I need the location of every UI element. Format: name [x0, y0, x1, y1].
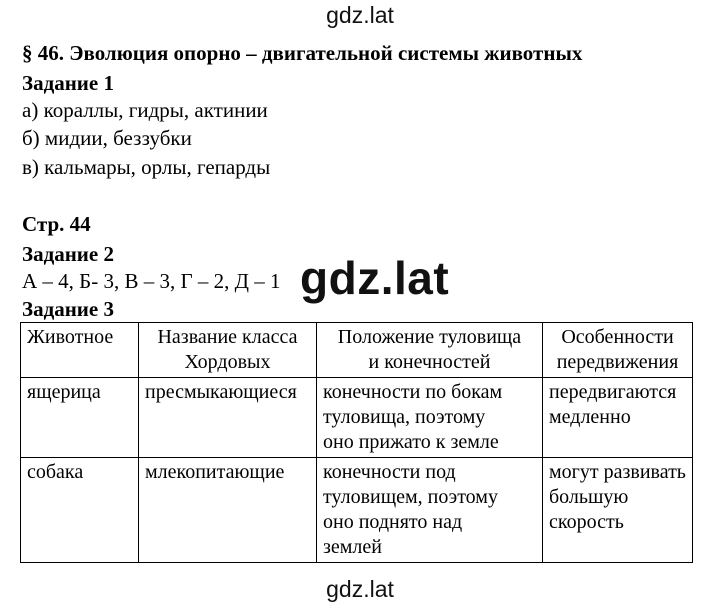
- table-cell: конечности по бокам туловища, поэтому оно прижато к земле: [317, 378, 543, 458]
- task1-line-b: б) мидии, беззубки: [22, 126, 192, 150]
- table-header-row: [21, 323, 693, 378]
- header-animal: Животное: [21, 323, 139, 378]
- table-row: [21, 458, 693, 563]
- header-position: Положение туловища и конечностей: [317, 323, 543, 378]
- paragraph-heading: § 46. Эволюция опорно – двигательной системы животных: [22, 41, 583, 65]
- watermark-bottom: gdz.lat: [326, 576, 394, 602]
- table-cell: пресмыкающиеся: [139, 378, 317, 458]
- task1-title: Задание 1: [22, 71, 114, 95]
- watermark-center: gdz.lat: [296, 252, 453, 304]
- task2-title: Задание 2: [22, 242, 114, 266]
- header-movement: Особенности передвижения: [543, 323, 693, 378]
- table-cell: ящерица: [21, 378, 139, 458]
- task1-line-c: в) кальмары, орлы, гепарды: [22, 155, 271, 179]
- table-cell: собака: [21, 458, 139, 563]
- task3-title: Задание 3: [22, 297, 114, 321]
- table-cell: передвигаются медленно: [543, 378, 693, 458]
- page-label: Стр. 44: [22, 212, 91, 236]
- header-class: Название класса Хордовых: [139, 323, 317, 378]
- table-cell: конечности под туловищем, поэтому оно поднято над землей: [317, 458, 543, 563]
- table-cell: могут развивать большую скорость: [543, 458, 693, 563]
- watermark-top: gdz.lat: [326, 2, 394, 28]
- task1-line-a: а) кораллы, гидры, актинии: [22, 98, 268, 122]
- table-row: [21, 378, 693, 458]
- answer-table: [20, 322, 693, 563]
- table-cell: млекопитающие: [139, 458, 317, 563]
- task2-answer: А – 4, Б- 3, В – 3, Г – 2, Д – 1: [22, 269, 281, 293]
